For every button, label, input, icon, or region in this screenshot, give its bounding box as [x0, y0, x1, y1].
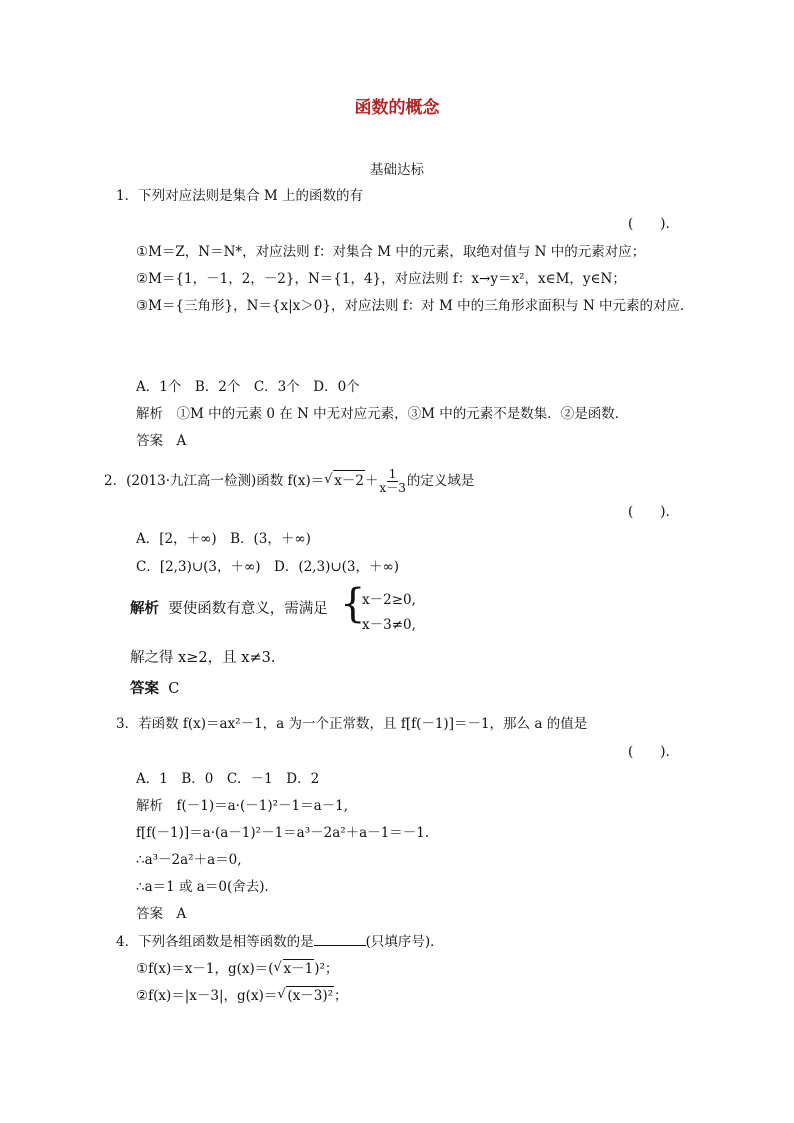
q2-stem	[104, 468, 474, 495]
q2-options-1: A．[2，＋∞) B．(3，＋∞)	[136, 531, 311, 547]
q4-item-2-sqrt	[277, 986, 334, 1005]
q4-item-1-sqrt	[274, 959, 315, 978]
q4-item-2-suffix: ；	[334, 988, 348, 1004]
radical-sign-icon: √	[273, 960, 282, 975]
q3-paren: ( ).	[628, 744, 670, 760]
q2-fraction-denominator: x－3	[379, 481, 406, 495]
q1-item-1: ①M＝Z，N＝N*，对应法则 f：对集合 M 中的元素，取绝对值与 N 中的元素对应；	[136, 244, 646, 260]
q1-item-3: ③M＝{三角形}，N＝{x|x＞0}，对应法则 f：对 M 中的三角形求面积与 N 中元素的对应．	[136, 298, 694, 314]
q3-step-2: f[f(－1)]＝a·(a－1)²－1＝a³－2a²＋a－1＝－1.	[136, 825, 430, 841]
q4-item-2-radicand: (x－3)²	[287, 988, 333, 1004]
q4-item-1-suffix: )²；	[314, 961, 339, 977]
radical-sign-icon: √	[277, 987, 286, 1002]
q3-options: A．1 B．0 C．－1 D．2	[136, 771, 320, 787]
q3-analysis: 解析 f(－1)＝a·(－1)²－1＝a－1,	[136, 798, 349, 814]
q4-stem-suffix: (只填序号)．	[365, 934, 444, 950]
q2-options-2: C．[2,3)∪(3，＋∞) D．(2,3)∪(3，＋∞)	[136, 559, 400, 575]
q4-item-1-prefix: ①f(x)＝x－1，g(x)＝(	[136, 961, 274, 977]
q4-answer-blank[interactable]	[314, 932, 366, 946]
q2-condition-2: x－3≠0,	[362, 617, 416, 633]
q4-stem-prefix: 4．下列各组函数是相等函数的是	[116, 934, 314, 950]
q4-item-2-prefix: ②f(x)＝|x－3|，g(x)＝	[136, 988, 278, 1004]
q2-fraction-numerator: 1	[388, 467, 397, 481]
q2-analysis	[130, 600, 328, 618]
section-heading: 基础达标	[370, 162, 424, 178]
q2-stem-suffix: 的定义域是	[406, 473, 475, 489]
radical-sign-icon: √	[324, 472, 333, 487]
q1-paren: ( ).	[628, 216, 670, 232]
q3-step-3: ∴a³－2a²＋a＝0,	[136, 852, 242, 868]
page-title: 函数的概念	[354, 98, 440, 118]
q2-answer-value: C	[168, 681, 180, 697]
q2-fraction	[379, 468, 405, 495]
left-brace-icon: {	[340, 581, 366, 627]
q2-radicand: x－2	[333, 470, 365, 491]
q2-analysis-label: 解析	[130, 601, 159, 617]
q2-condition-1: x－2≥0,	[362, 592, 416, 608]
q1-item-2: ②M＝{1，－1，2，－2}，N＝{1，4}，对应法则 f：x→y＝x²，x∈M，y∈N；	[136, 271, 626, 287]
q2-plus: ＋	[364, 473, 379, 489]
q1-analysis: 解析 ①M 中的元素 0 在 N 中无对应元素，③M 中的元素不是数集．②是函数．	[136, 406, 629, 422]
q2-sqrt	[324, 470, 365, 491]
q4-stem	[116, 932, 444, 951]
q4-item-1	[136, 959, 338, 978]
q4-item-2	[136, 986, 348, 1005]
q1-stem: 1．下列对应法则是集合 M 上的函数的有	[116, 188, 363, 204]
q3-step-4: ∴a＝1 或 a＝0(舍去)．	[136, 879, 278, 895]
q2-answer-label: 答案	[130, 681, 159, 697]
q2-paren: ( ).	[628, 504, 670, 520]
q2-solution: 解之得 x≥2，且 x≠3.	[130, 650, 276, 666]
q4-item-1-radicand: x－1	[283, 961, 314, 977]
q2-stem-prefix: 2．(2013·九江高一检测)函数 f(x)＝	[104, 473, 325, 489]
q1-answer: 答案 A	[136, 433, 187, 449]
q3-answer: 答案 A	[136, 906, 187, 922]
q1-options: A．1个 B．2个 C．3个 D．0个	[136, 379, 360, 395]
q2-answer	[130, 680, 179, 698]
q3-stem: 3．若函数 f(x)＝ax²－1，a 为一个正常数，且 f[f(－1)]＝－1，那么 a 的值是	[116, 716, 588, 732]
q2-analysis-text: 要使函数有意义，需满足	[168, 601, 328, 617]
